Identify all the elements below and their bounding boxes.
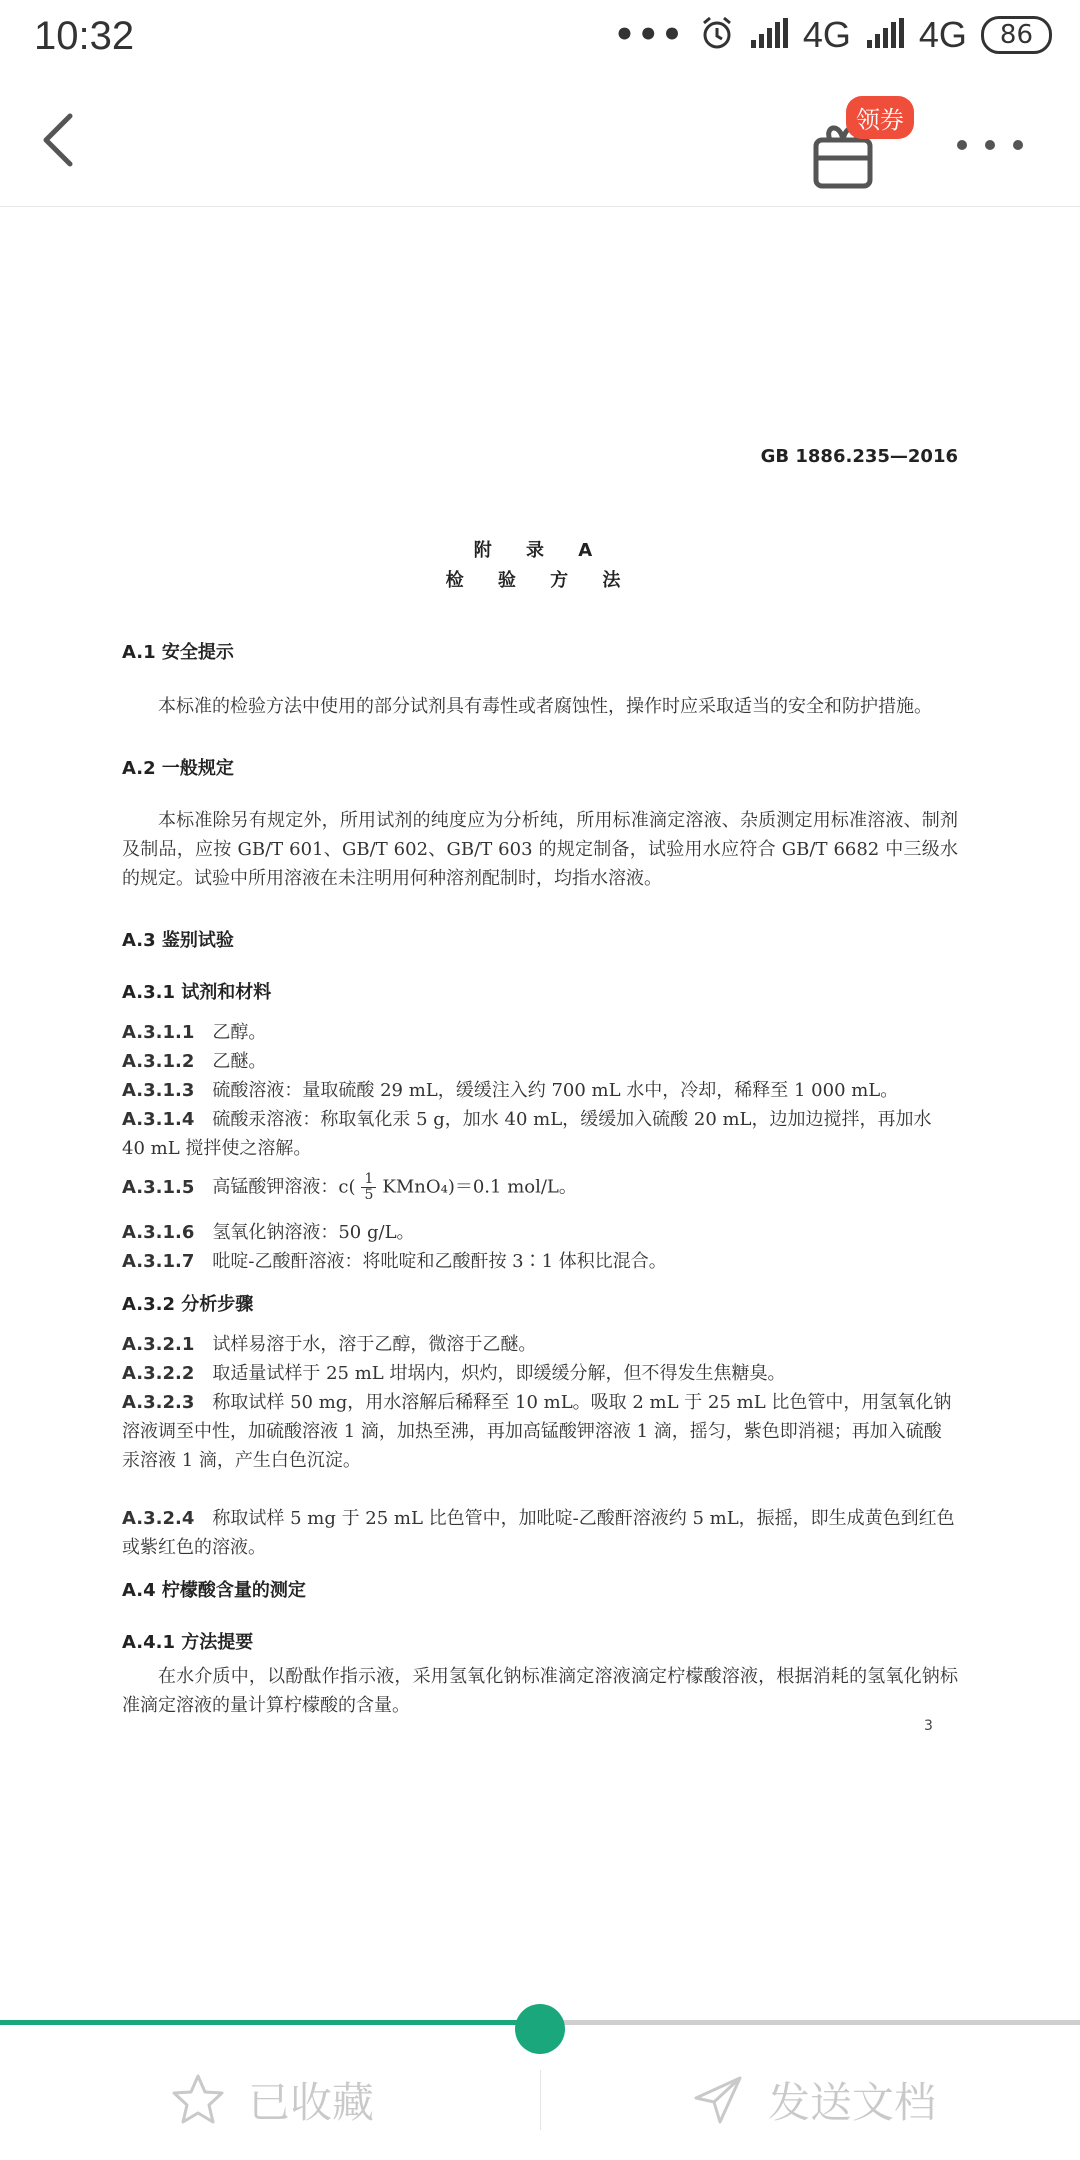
top-nav: [0, 80, 1080, 207]
page-number: 3: [924, 1718, 933, 1734]
list-item: A.3.2.1 试样易溶于水，溶于乙醇，微溶于乙醚。: [122, 1334, 537, 1355]
subsection-heading-a31: A.3.1 试剂和材料: [122, 982, 272, 1003]
section-heading-a1: A.1 安全提示: [122, 642, 234, 663]
section-heading-a3: A.3 鉴别试验: [122, 930, 234, 951]
list-item: A.3.2.2 取适量试样于 25 mL 坩埚内，炽灼，即缓缓分解，但不得发生焦糖臭。: [122, 1363, 786, 1384]
progress-handle[interactable]: [515, 2004, 565, 2054]
status-bar: [0, 0, 1080, 80]
more-options-button[interactable]: [950, 130, 1030, 160]
list-item: A.3.1.4 硫酸汞溶液：称取氧化汞 5 g，加水 40 mL，缓缓加入硫酸 20 mL，边加边搅拌，再加水 40 mL 搅拌使之溶解。: [122, 1109, 932, 1159]
paragraph-a1: 本标准的检验方法中使用的部分试剂具有毒性或者腐蚀性，操作时应采取适当的安全和防护措施。: [158, 696, 932, 717]
back-button[interactable]: [30, 108, 94, 172]
bottom-action-bar: [0, 2050, 1080, 2160]
alarm-icon: [699, 15, 735, 55]
appendix-subtitle: 检 验 方 法: [445, 570, 635, 591]
network-type-2: 4G: [918, 14, 967, 55]
coupon-button[interactable]: [810, 102, 910, 192]
chevron-left-icon: [30, 108, 94, 172]
list-item: A.3.1.6 氢氧化钠溶液：50 g/L。: [122, 1222, 415, 1243]
list-item: A.3.1.5 高锰酸钾溶液：c( $\frac{1}{5}$ KMnO₄)＝0.1 mol/L。: [122, 1171, 577, 1203]
paragraph-a2: 本标准除另有规定外，所用试剂的纯度应为分析纯，所用标准滴定溶液、杂质测定用标准溶液、制剂及制品，应按 GB/T 601、GB/T 602、GB/T 603 的规定制备，试验用水应符合 GB/T 6682 中三级水的规定。试验中所用溶液在未注明用何种溶剂配制时，均指水溶液。: [122, 810, 958, 889]
section-heading-a2: A.2 一般规定: [122, 758, 234, 779]
progress-track-remaining: [540, 2020, 1080, 2025]
status-icons: [614, 14, 1052, 56]
more-dots-icon: [950, 130, 1030, 160]
send-label: 发送文档: [768, 2078, 937, 2127]
list-item: A.3.1.1 乙醇。: [122, 1022, 267, 1043]
star-icon: [170, 2072, 226, 2128]
section-heading-a4: A.4 柠檬酸含量的测定: [122, 1580, 306, 1601]
progress-track-filled: [0, 2020, 540, 2025]
fraction: $\frac{1}{5}$: [361, 1172, 376, 1203]
favorite-label: 已收藏: [248, 2078, 375, 2127]
subsection-heading-a32: A.3.2 分析步骤: [122, 1294, 254, 1315]
send-document-button[interactable]: [690, 2060, 936, 2140]
list-item: A.3.2.3 称取试样 50 mg，用水溶解后稀释至 10 mL。吸取 2 mL 于 25 mL 比色管中，用氢氧化钠溶液调至中性，加硫酸溶液 1 滴，加热至沸，再加高锰酸钾溶液 1 滴，摇匀，紫色即消褪；再加入硫酸汞溶液 1 滴，产生白色沉淀。: [122, 1392, 952, 1471]
paragraph-a41: 在水介质中，以酚酞作指示液，采用氢氧化钠标准滴定溶液滴定柠檬酸溶液，根据消耗的氢氧化钠标准滴定溶液的量计算柠檬酸的含量。: [122, 1666, 958, 1716]
network-type-1: 4G: [802, 14, 851, 55]
standard-number: GB 1886.235—2016: [760, 446, 958, 467]
send-icon: [690, 2072, 746, 2128]
divider: [540, 2070, 541, 2130]
signal-icon: [749, 18, 789, 52]
battery-indicator: 86: [981, 16, 1052, 54]
list-item: A.3.1.3 硫酸溶液：量取硫酸 29 mL，缓缓注入约 700 mL 水中，冷却，稀释至 1 000 mL。: [122, 1080, 899, 1101]
notification-dots: •••: [613, 15, 685, 55]
coupon-badge: 领券: [846, 96, 914, 139]
signal-icon: [865, 18, 905, 52]
document-page: [0, 206, 1080, 1986]
favorite-button[interactable]: [170, 2060, 374, 2140]
appendix-title: 附 录 A: [473, 540, 607, 561]
subsection-heading-a41: A.4.1 方法提要: [122, 1632, 254, 1653]
list-item: A.3.1.2 乙醚。: [122, 1051, 267, 1072]
clock: 10:32: [34, 14, 135, 58]
list-item: A.3.2.4 称取试样 5 mg 于 25 mL 比色管中，加吡啶-乙酸酐溶液约 5 mL，振摇，即生成黄色到红色或紫红色的溶液。: [122, 1508, 955, 1558]
list-item: A.3.1.7 吡啶-乙酸酐溶液：将吡啶和乙酸酐按 3∶1 体积比混合。: [122, 1251, 667, 1272]
reading-progress-slider[interactable]: [0, 2004, 1080, 2040]
